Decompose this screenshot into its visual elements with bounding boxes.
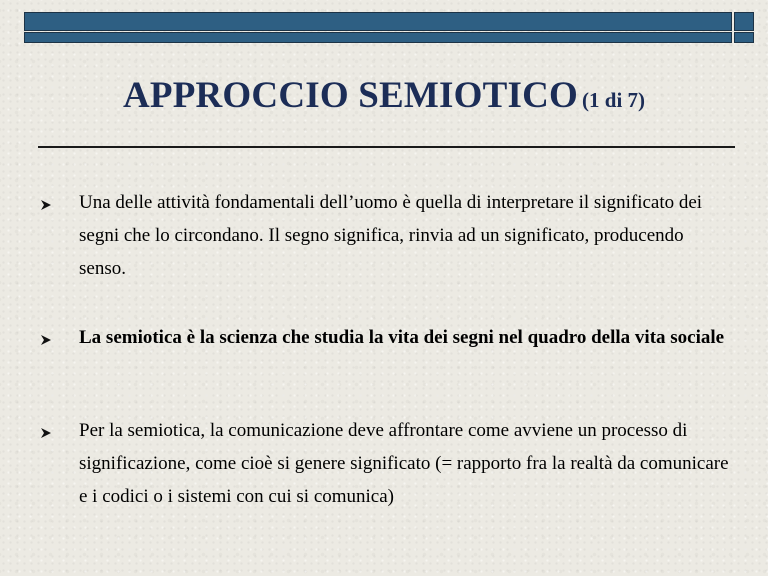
bullet-text-1: Una delle attività fondamentali dell’uomo è quella di interpretare il significato dei segni che lo circondano. Il segno significa, rinvia ad un significato, producendo senso. [79, 192, 703, 279]
title-main: APPROCCIO SEMIOTICO [122, 75, 579, 116]
top-banner [24, 12, 754, 44]
bullet-text-2: La semiotica è la scienza che studia la vita dei segni nel quadro della vita sociale [79, 327, 725, 348]
banner-bar-top [24, 12, 732, 31]
banner-square-top [734, 12, 754, 31]
title-subtitle: (1 di 7) [582, 88, 646, 112]
arrowhead-bullet-icon [40, 427, 52, 441]
banner-bar-bottom [24, 32, 732, 43]
banner-square-bottom [734, 32, 754, 43]
arrowhead-bullet-icon [40, 334, 52, 348]
slide-title [0, 74, 768, 117]
title-divider [38, 146, 735, 148]
bullet-text-3: Per la semiotica, la comunicazione deve affrontare come avviene un processo di significazione, come cioè si genere significato (= rapporto fra la realtà da comunicare e i codici o i sistemi con cui si comunica) [79, 420, 729, 507]
arrowhead-bullet-icon [40, 199, 52, 213]
